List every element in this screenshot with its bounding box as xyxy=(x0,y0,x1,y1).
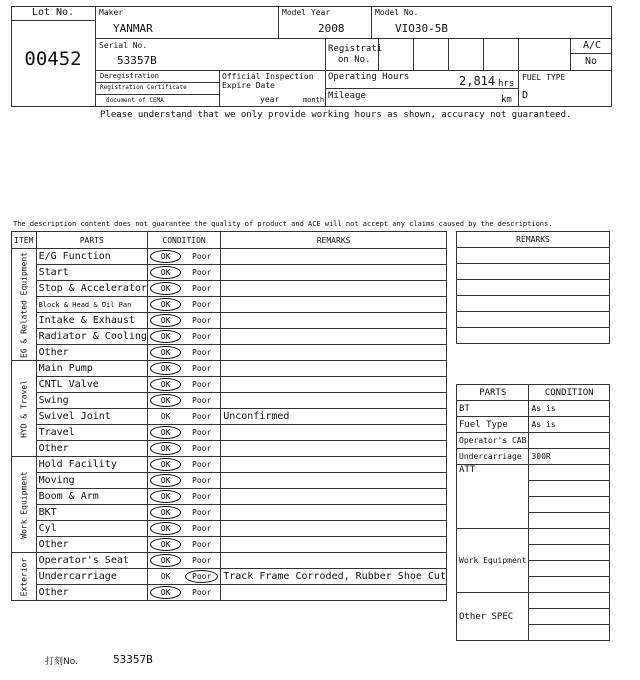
ok-circled: OK xyxy=(150,442,182,455)
official-inspection-label: Official Inspection xyxy=(222,72,314,81)
spec-other-row xyxy=(529,593,610,609)
remark: Unconfirmed xyxy=(221,409,447,425)
lot-label: Lot No. xyxy=(31,7,75,18)
col-condition: CONDITION xyxy=(147,232,220,249)
condition-poor-cell xyxy=(183,313,221,329)
part-name: Hold Facility xyxy=(36,457,147,473)
ok-circled: OK xyxy=(150,426,182,439)
model-year-value: 2008 xyxy=(318,22,345,35)
spec-cab-value xyxy=(529,433,610,449)
remark xyxy=(221,505,447,521)
poor-mark: Poor xyxy=(192,332,212,341)
table-row xyxy=(12,265,447,281)
condition-poor-cell xyxy=(183,505,221,521)
remark xyxy=(221,473,447,489)
ok-circled: OK xyxy=(150,538,182,551)
inspection-body xyxy=(12,249,447,601)
part-name: Undercarriage xyxy=(36,569,147,585)
remark xyxy=(221,521,447,537)
serial-value: 53357B xyxy=(117,54,157,67)
condition-ok-cell xyxy=(147,345,183,361)
year-label: year xyxy=(260,95,280,104)
poor-mark: Poor xyxy=(192,524,212,533)
part-name: BKT xyxy=(36,505,147,521)
condition-ok-cell xyxy=(147,457,183,473)
part-name: Block & Head & Oil Pan xyxy=(36,297,147,313)
poor-mark: Poor xyxy=(192,444,212,453)
table-row xyxy=(12,585,447,601)
ok-mark: OK xyxy=(160,572,171,581)
part-name: Other xyxy=(36,537,147,553)
spec-fuel-value: As is xyxy=(529,417,610,433)
inspection-table xyxy=(11,231,447,601)
condition-ok-cell xyxy=(147,377,183,393)
condition-ok-cell xyxy=(147,409,183,425)
condition-ok-cell xyxy=(147,249,183,265)
table-row xyxy=(12,345,447,361)
ok-circled: OK xyxy=(150,474,182,487)
part-name: Boom & Arm xyxy=(36,489,147,505)
stamp-no-value: 53357B xyxy=(113,653,153,666)
poor-mark: Poor xyxy=(192,476,212,485)
spec-bt-value: As is xyxy=(529,401,610,417)
remark xyxy=(221,489,447,505)
part-name: Stop & Accelerator xyxy=(36,281,147,297)
spec-parts-header: PARTS xyxy=(457,385,529,401)
group-label-text: EG & Related Equipment xyxy=(19,251,29,358)
condition-ok-cell xyxy=(147,281,183,297)
remark xyxy=(221,377,447,393)
operating-hours-label: Operating Hours xyxy=(328,72,410,82)
condition-ok-cell xyxy=(147,569,183,585)
part-name: Moving xyxy=(36,473,147,489)
part-name: Main Pump xyxy=(36,361,147,377)
right-remarks-row xyxy=(457,264,610,280)
table-row xyxy=(12,441,447,457)
ac-value: No xyxy=(585,56,598,67)
right-remarks-table xyxy=(456,231,610,344)
poor-mark: Poor xyxy=(192,284,212,293)
table-row xyxy=(12,249,447,265)
table-row xyxy=(12,393,447,409)
remark xyxy=(221,265,447,281)
condition-ok-cell xyxy=(147,265,183,281)
ok-circled: OK xyxy=(150,506,182,519)
remark xyxy=(221,249,447,265)
table-row xyxy=(12,425,447,441)
ok-circled: OK xyxy=(150,298,182,311)
spec-fuel-label: Fuel Type xyxy=(457,417,529,433)
poor-circled: Poor xyxy=(185,570,218,583)
poor-mark: Poor xyxy=(192,396,212,405)
condition-ok-cell xyxy=(147,441,183,457)
part-name: Other xyxy=(36,441,147,457)
part-name: Swivel Joint xyxy=(36,409,147,425)
condition-poor-cell xyxy=(183,425,221,441)
ok-circled: OK xyxy=(150,250,182,263)
cema-label: document of CEMA xyxy=(106,97,164,104)
remark xyxy=(221,393,447,409)
condition-poor-cell xyxy=(183,329,221,345)
condition-ok-cell xyxy=(147,425,183,441)
table-row xyxy=(12,297,447,313)
ok-circled: OK xyxy=(150,586,182,599)
fuel-type-label: FUEL TYPE xyxy=(522,73,566,82)
spec-under-label: Undercarriage xyxy=(457,449,529,465)
condition-poor-cell xyxy=(183,361,221,377)
table-row xyxy=(12,457,447,473)
condition-poor-cell xyxy=(183,521,221,537)
remark xyxy=(221,425,447,441)
ok-circled: OK xyxy=(150,346,182,359)
spec-work-equipment-label: Work Equipment xyxy=(457,529,529,593)
spec-other-row xyxy=(529,625,610,641)
ok-circled: OK xyxy=(150,490,182,503)
poor-mark: Poor xyxy=(192,428,212,437)
group-label-text: Exterior xyxy=(19,557,29,596)
remark xyxy=(221,329,447,345)
stamp-no-label: 打刻No. xyxy=(45,657,78,667)
km-label: km xyxy=(501,95,512,105)
condition-poor-cell xyxy=(183,345,221,361)
part-name: E/G Function xyxy=(36,249,147,265)
table-row xyxy=(12,361,447,377)
condition-ok-cell xyxy=(147,361,183,377)
hours-notice: Please understand that we only provide working hours as shown, accuracy not guaranteed. xyxy=(100,110,572,120)
part-name: Start xyxy=(36,265,147,281)
ok-circled: OK xyxy=(150,522,182,535)
disclaimer: The description content does not guarantee the quality of product and ACE will not accept any claims caused by the descriptions. xyxy=(13,220,553,228)
remark xyxy=(221,585,447,601)
poor-mark: Poor xyxy=(192,492,212,501)
table-row xyxy=(12,569,447,585)
mileage-label: Mileage xyxy=(328,91,366,101)
spec-other-label: Other SPEC xyxy=(457,593,529,641)
spec-work-row xyxy=(529,545,610,561)
poor-mark: Poor xyxy=(192,412,212,421)
poor-mark: Poor xyxy=(192,508,212,517)
ok-circled: OK xyxy=(150,554,182,567)
spec-condition-header: CONDITION xyxy=(529,385,610,401)
group-label-text: HYD & Travel xyxy=(19,379,29,438)
ok-mark: OK xyxy=(160,412,171,421)
lot-number: 00452 xyxy=(24,48,82,70)
remark xyxy=(221,297,447,313)
col-remarks: REMARKS xyxy=(221,232,447,249)
fuel-type-value: D xyxy=(522,90,529,101)
condition-poor-cell xyxy=(183,489,221,505)
poor-mark: Poor xyxy=(192,316,212,325)
ok-circled: OK xyxy=(150,458,182,471)
condition-ok-cell xyxy=(147,521,183,537)
condition-ok-cell xyxy=(147,393,183,409)
part-name: Cyl xyxy=(36,521,147,537)
remark: Track Frame Corroded, Rubber Shoe Cut xyxy=(221,569,447,585)
table-row xyxy=(12,409,447,425)
serial-label: Serial No. xyxy=(99,41,148,50)
right-remarks-row xyxy=(457,312,610,328)
group-label xyxy=(12,361,37,457)
condition-poor-cell xyxy=(183,569,221,585)
right-remarks-label: REMARKS xyxy=(457,232,610,248)
right-remarks-row xyxy=(457,248,610,264)
month-label: month xyxy=(303,96,325,104)
table-row xyxy=(12,329,447,345)
condition-ok-cell xyxy=(147,489,183,505)
table-row xyxy=(12,521,447,537)
condition-poor-cell xyxy=(183,441,221,457)
poor-mark: Poor xyxy=(192,540,212,549)
ok-circled: OK xyxy=(150,330,182,343)
maker-label: Maker xyxy=(99,8,124,17)
right-spec-table xyxy=(456,384,610,641)
condition-ok-cell xyxy=(147,553,183,569)
table-row xyxy=(12,281,447,297)
poor-mark: Poor xyxy=(192,252,212,261)
model-no-value: VIO30-5B xyxy=(395,22,448,35)
poor-mark: Poor xyxy=(192,556,212,565)
operating-hours-value: 2,814 xyxy=(459,74,496,88)
group-label xyxy=(12,249,37,361)
right-remarks-row xyxy=(457,296,610,312)
poor-mark: Poor xyxy=(192,348,212,357)
spec-att-label: ATT xyxy=(457,465,529,529)
table-row xyxy=(12,537,447,553)
condition-poor-cell xyxy=(183,377,221,393)
hrs-label: hrs xyxy=(498,79,515,89)
spec-work-row xyxy=(529,529,610,545)
remark xyxy=(221,281,447,297)
condition-poor-cell xyxy=(183,297,221,313)
remark xyxy=(221,441,447,457)
condition-poor-cell xyxy=(183,537,221,553)
col-item: ITEM xyxy=(12,232,37,249)
ok-circled: OK xyxy=(150,282,182,295)
ok-circled: OK xyxy=(150,394,182,407)
ac-label: A/C xyxy=(583,40,602,51)
expire-date-label: Expire Date xyxy=(222,81,275,90)
condition-ok-cell xyxy=(147,313,183,329)
col-parts: PARTS xyxy=(36,232,147,249)
remark xyxy=(221,457,447,473)
registration-label-2: on No. xyxy=(338,55,371,65)
condition-poor-cell xyxy=(183,409,221,425)
remark xyxy=(221,537,447,553)
condition-poor-cell xyxy=(183,553,221,569)
condition-ok-cell xyxy=(147,585,183,601)
maker-value: YANMAR xyxy=(113,22,153,35)
spec-att-row xyxy=(529,481,610,497)
poor-mark: Poor xyxy=(192,588,212,597)
condition-poor-cell xyxy=(183,265,221,281)
part-name: Other xyxy=(36,345,147,361)
right-remarks-row xyxy=(457,328,610,344)
table-row xyxy=(12,505,447,521)
remark xyxy=(221,553,447,569)
right-remarks-row xyxy=(457,280,610,296)
condition-ok-cell xyxy=(147,329,183,345)
group-label-text: Work Equipment xyxy=(19,470,29,539)
condition-ok-cell xyxy=(147,473,183,489)
ok-circled: OK xyxy=(150,314,182,327)
spec-cab-label: Operator's CAB xyxy=(457,433,529,449)
condition-ok-cell xyxy=(147,505,183,521)
reg-cert-label: Registration Certificate xyxy=(100,84,187,91)
group-label xyxy=(12,457,37,553)
part-name: Other xyxy=(36,585,147,601)
condition-poor-cell xyxy=(183,585,221,601)
remark xyxy=(221,313,447,329)
model-year-label: Model Year xyxy=(282,8,331,17)
spec-work-row xyxy=(529,577,610,593)
part-name: Radiator & Cooling xyxy=(36,329,147,345)
table-row xyxy=(12,553,447,569)
table-row xyxy=(12,313,447,329)
condition-poor-cell xyxy=(183,393,221,409)
registration-label: Registrati xyxy=(328,44,383,54)
condition-ok-cell xyxy=(147,297,183,313)
ok-circled: OK xyxy=(150,266,182,279)
ok-circled: OK xyxy=(150,362,182,375)
part-name: Intake & Exhaust xyxy=(36,313,147,329)
table-row xyxy=(12,377,447,393)
table-row xyxy=(12,473,447,489)
model-no-label: Model No. xyxy=(375,8,419,17)
spec-other-row xyxy=(529,609,610,625)
condition-poor-cell xyxy=(183,281,221,297)
spec-bt-label: BT xyxy=(457,401,529,417)
spec-att-row xyxy=(529,465,610,481)
poor-mark: Poor xyxy=(192,268,212,277)
spec-att-row xyxy=(529,513,610,529)
poor-mark: Poor xyxy=(192,364,212,373)
spec-att-row xyxy=(529,497,610,513)
remark xyxy=(221,345,447,361)
dereg-label: Deregistration xyxy=(100,72,160,80)
condition-poor-cell xyxy=(183,457,221,473)
part-name: Swing xyxy=(36,393,147,409)
poor-mark: Poor xyxy=(192,300,212,309)
part-name: Operator's Seat xyxy=(36,553,147,569)
ok-circled: OK xyxy=(150,378,182,391)
part-name: CNTL Valve xyxy=(36,377,147,393)
poor-mark: Poor xyxy=(192,380,212,389)
poor-mark: Poor xyxy=(192,460,212,469)
part-name: Travel xyxy=(36,425,147,441)
table-row xyxy=(12,489,447,505)
group-label xyxy=(12,553,37,601)
spec-under-value: 300R xyxy=(529,449,610,465)
spec-work-row xyxy=(529,561,610,577)
condition-poor-cell xyxy=(183,249,221,265)
condition-ok-cell xyxy=(147,537,183,553)
condition-poor-cell xyxy=(183,473,221,489)
remark xyxy=(221,361,447,377)
